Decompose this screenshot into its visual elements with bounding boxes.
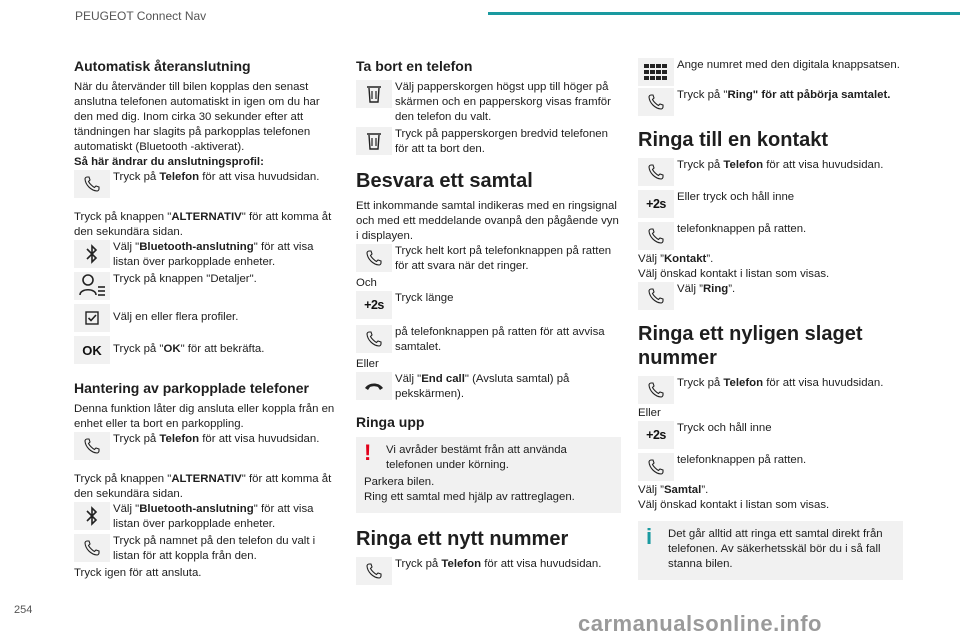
text-bold: ALTERNATIV <box>171 473 242 485</box>
long-press-icon <box>638 421 674 449</box>
phone-icon <box>638 158 674 186</box>
text: Välj papperskorgen högst upp till höger på skärmen och en papperskorg visas framför den telefon du valt. <box>395 81 611 123</box>
info-box <box>638 521 903 580</box>
text: " för att komma åt den sekundära sidan. <box>74 211 332 238</box>
text: Tryck på <box>677 377 724 389</box>
phone-icon <box>638 88 674 116</box>
step-phone <box>74 170 339 198</box>
text: Välj ” <box>638 253 664 265</box>
trash-icon <box>356 80 392 108</box>
heading-auto-reconnect: Automatisk återanslutning <box>74 58 251 74</box>
text: Välj " <box>113 241 140 253</box>
phone-icon <box>638 453 674 481</box>
text: Tryck på knappen " <box>74 473 172 485</box>
info-text: Det går alltid att ringa ett samtal direkt från telefonen. Av säkerhetsskäl bör du i så fall stanna bilen. <box>668 528 883 570</box>
text: Tryck på <box>113 433 160 445</box>
step-contact-steering <box>638 222 903 250</box>
paragraph-choose-contact-2: Välj önskad kontakt i listan som visas. <box>638 499 830 511</box>
text: Tryck helt kort på telefonknappen på ratten för att svara när det ringer. <box>395 245 612 272</box>
text: ”. <box>701 484 709 496</box>
two-seconds-label: +2s <box>646 196 666 211</box>
phone-icon <box>74 170 110 198</box>
text: Välj en eller flera profiler. <box>113 311 239 323</box>
heading-delete-phone: Ta bort en telefon <box>356 58 473 74</box>
phone-icon <box>638 222 674 250</box>
header-accent-bar <box>488 12 960 15</box>
text-bold: Telefon <box>159 433 200 445</box>
two-seconds-label: +2s <box>364 297 384 312</box>
page-number: 254 <box>14 604 33 616</box>
heading-recent-number: Ringa ett nyligen slaget nummer <box>638 323 863 369</box>
warning-text-2: Parkera bilen. <box>364 476 435 488</box>
text: Välj " <box>113 503 140 515</box>
text: för att visa huvudsidan. <box>199 171 320 183</box>
paragraph-reconnect: Tryck igen för att ansluta. <box>74 567 202 579</box>
text: Tryck på <box>113 171 160 183</box>
text: Eller tryck och håll inne <box>677 191 795 203</box>
phone-icon <box>356 557 392 585</box>
text: för att visa huvudsidan. <box>763 377 884 389</box>
text-bold: OK <box>163 343 181 355</box>
text-bold: Bluetooth-anslutning <box>139 241 254 253</box>
text: ”. <box>706 253 714 265</box>
bluetooth-icon <box>74 240 110 268</box>
step-bluetooth <box>74 240 339 270</box>
step-bluetooth-2 <box>74 502 339 532</box>
text: Tryck på " <box>113 343 164 355</box>
text: Tryck på namnet på den telefon du valt i listan för att koppla från den. <box>113 535 316 562</box>
step-contact-ring <box>638 282 903 310</box>
text: för att visa huvudsidan. <box>763 159 884 171</box>
text: Tryck på <box>677 159 724 171</box>
text: Tryck på papperskorgen bredvid telefonen för att ta bort den. <box>395 128 608 155</box>
hang-up-icon <box>356 372 392 400</box>
ok-label: OK <box>82 342 102 358</box>
text: för att visa huvudsidan. <box>199 433 320 445</box>
text: Ange numret med den digitala knappsatsen. <box>677 59 900 71</box>
step-profiles <box>74 304 339 332</box>
warning-box-cont <box>356 475 621 513</box>
step-keypad <box>638 58 903 86</box>
text-bold: Telefon <box>723 377 764 389</box>
heading-call-contact: Ringa till en kontakt <box>638 129 829 151</box>
phone-icon <box>74 432 110 460</box>
text: " för att visa listan över parkopplade enheter. <box>113 503 314 530</box>
warning-text: Vi avråder bestämt från att använda telefonen under körning. <box>386 444 567 471</box>
text: för att visa huvudsidan. <box>481 558 602 570</box>
watermark: carmanualsonline.info <box>578 611 822 636</box>
running-header: PEUGEOT Connect Nav <box>75 9 207 23</box>
text: " för att visa listan över parkopplade enheter. <box>113 241 314 268</box>
text: " för att bekräfta. <box>180 343 265 355</box>
step-contact-phone <box>638 158 903 186</box>
phone-icon <box>356 244 392 272</box>
text: " (Avsluta samtal) på pekskärmen). <box>395 373 570 400</box>
step-contact-hold <box>638 190 903 218</box>
two-seconds-label: +2s <box>646 427 666 442</box>
column-middle <box>356 58 621 587</box>
step-recent-steering <box>638 453 903 481</box>
user-list-icon <box>74 272 110 300</box>
heading-new-number: Ringa ett nytt nummer <box>356 528 569 550</box>
text-bold: Ring" för att påbörja samtalet. <box>727 89 891 101</box>
warning-text-3: Ring ett samtal med hjälp av rattreglagen. <box>364 491 575 503</box>
text: Tryck på " <box>677 89 728 101</box>
paragraph-auto-reconnect: När du återvänder till bilen kopplas den senast anslutna telefonen automatiskt in igen om du har den med dig. Inom cirka 30 sekunder efter att tändningen har slagits på parkopplas telefonen automatiskt (Bluetooth -aktiverat). <box>74 81 320 153</box>
checkbox-icon <box>74 304 110 332</box>
step-end-call <box>356 372 621 402</box>
text-eller: Eller <box>356 358 379 370</box>
text-eller: Eller <box>638 407 661 419</box>
step-ring <box>638 88 903 116</box>
text-bold: Kontakt <box>663 253 707 265</box>
step-trash-1 <box>356 80 621 125</box>
text: på telefonknappen på ratten för att avvisa samtalet. <box>395 326 605 353</box>
text: Tryck och håll inne <box>677 422 772 434</box>
text: Tryck på knappen "Detaljer". <box>113 273 257 285</box>
paragraph-change-profile: Så här ändrar du anslutningsprofil: <box>74 156 264 168</box>
text: Tryck på <box>395 558 442 570</box>
phone-icon <box>74 534 110 562</box>
step-phone-2 <box>74 432 339 460</box>
phone-icon <box>638 282 674 310</box>
text: " för att komma åt den sekundära sidan. <box>74 473 332 500</box>
step-answer <box>356 244 621 274</box>
warning-icon: ! <box>364 440 372 465</box>
step-recent-phone <box>638 376 903 404</box>
step-phone-new <box>356 557 621 585</box>
phone-icon <box>638 376 674 404</box>
step-ok <box>74 336 339 364</box>
text-bold: Ring <box>702 283 729 295</box>
paragraph-manage: Denna funktion låter dig ansluta eller koppla från en enhet eller ta bort en parkoppling. <box>74 403 335 430</box>
paragraph-choose-contact: Välj önskad kontakt i listan som visas. <box>638 268 830 280</box>
text: Välj ” <box>677 283 703 295</box>
paragraph-kontakt <box>638 252 903 267</box>
text: Välj ” <box>638 484 664 496</box>
text-bold: Telefon <box>723 159 764 171</box>
column-right <box>638 58 903 580</box>
heading-manage-paired: Hantering av parkopplade telefoner <box>74 380 309 396</box>
text-och: Och <box>356 277 377 289</box>
paragraph-alternativ <box>74 210 339 240</box>
text: Välj " <box>395 373 422 385</box>
text: Tryck på knappen " <box>74 211 172 223</box>
text-bold: ALTERNATIV <box>171 211 242 223</box>
text-bold: End call <box>421 373 465 385</box>
column-left <box>74 58 339 581</box>
text: Tryck länge <box>395 292 454 304</box>
text: telefonknappen på ratten. <box>677 454 807 466</box>
bluetooth-icon <box>74 502 110 530</box>
step-disconnect <box>74 534 339 564</box>
text: telefonknappen på ratten. <box>677 223 807 235</box>
step-reject <box>356 325 621 355</box>
text-bold: Telefon <box>159 171 200 183</box>
trash-icon <box>356 127 392 155</box>
paragraph-alternativ-2 <box>74 472 339 502</box>
paragraph-samtal <box>638 483 903 498</box>
text: ”. <box>728 283 736 295</box>
text-bold: Bluetooth-anslutning <box>139 503 254 515</box>
long-press-icon <box>638 190 674 218</box>
text-bold: Samtal <box>663 484 702 496</box>
step-long-press <box>356 291 621 319</box>
text-bold: Telefon <box>441 558 482 570</box>
step-details <box>74 272 339 300</box>
heading-ring-up: Ringa upp <box>356 414 425 430</box>
heading-answer-call: Besvara ett samtal <box>356 170 533 192</box>
step-trash-2 <box>356 127 621 157</box>
paragraph-answer: Ett inkommande samtal indikeras med en ringsignal och med ett meddelande ovanpå den pågående vyn i displayen. <box>356 200 619 242</box>
info-icon: i <box>646 524 653 549</box>
long-press-icon <box>356 291 392 319</box>
step-recent-hold <box>638 421 903 449</box>
keypad-icon <box>638 58 674 86</box>
ok-icon <box>74 336 110 364</box>
phone-icon <box>356 325 392 353</box>
